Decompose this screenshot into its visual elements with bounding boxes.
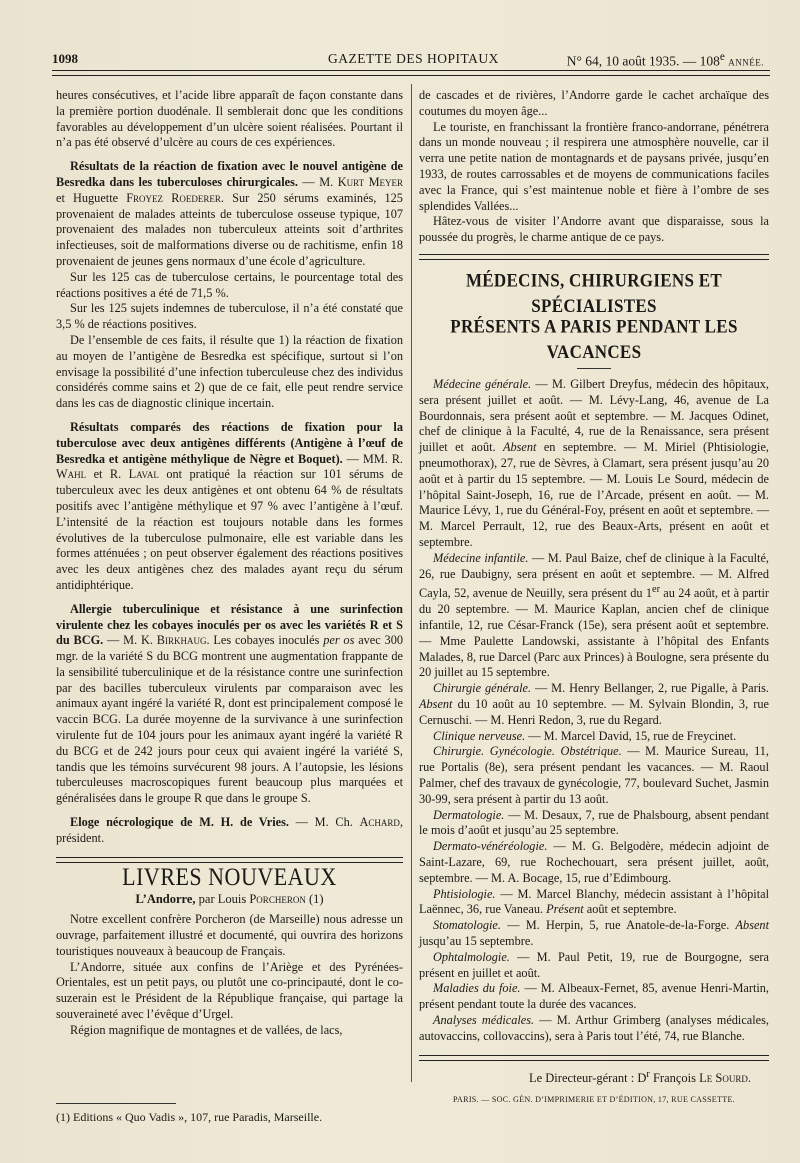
section-wahl-laval: Résultats comparés des réactions de fixation pour la tuberculose avec deux antigènes différents (Antigène à l’œuf de Besredka et antigène méthylique de Nègre et Boquet). — MM. R. Wahl et R. Laval ont pratiqué la réaction sur 101 sérums de tuberculeux avec les deux antigènes et ont obtenu 64 % de résultats positifs avec l’antigène méthylique et 97 % avec l’antigène à l’œuf. L’intensité de la réaction est toujours notable dans les formes évolutives de la tuberculose pulmonaire, elle est variable dans les formes atténuées ; on peut observer également des réactions positives avec les deux antigènes chez des malades ayant reçu du sérum antidiphtérique. [56,419,403,592]
printer-line: PARIS. — SOC. GÉN. D’IMPRIMERIE ET D’ÉDITION, 17, RUE CASSETTE. [453,1094,735,1105]
director-line: Le Directeur-gérant : $D^r$ François Le Sourd. [528,1068,751,1085]
entry-stomatologie: Stomatologie. — M. Herpin, 5, rue Anatole-de-la-Forge. Absent jusqu’au 15 septembre. [419,918,769,948]
entry-clinique-nerveuse: Clinique nerveuse. — M. Marcel David, 15, rue de Freycinet. [433,728,737,743]
entry-maladies-foie: Maladies du foie. — M. Albeaux-Fernet, 85, avenue Henri-Martin, présent pendant toute la durée des vacances. [419,981,769,1012]
page-header [52,48,772,70]
entry-dermatologie: Dermatologie. — M. Desaux, 7, rue de Phalsbourg, absent pendant le mois d’août et jusqu’au 25 septembre. [419,807,769,838]
section-rule [419,254,769,260]
entry-phtisiologie: Phtisiologie. — M. Marcel Blanchy, médecin assistant à l’hôpital Laënnec, 36, rue Vaneau. Présent août et septembre. [419,886,769,917]
entry-ophtalmologie: Ophtalmologie. — M. Paul Petit, 19, rue de Bourgogne, sera présent en juillet et août. [419,949,769,980]
page-number: 1098 [52,51,78,66]
paragraph: Région magnifique de montagnes et de vallées, de lacs, [70,1022,343,1037]
section-meyer: Résultats de la réaction de fixation avec le nouvel antigène de Besredka dans les tuberculoses chirurgicales. — M. Kurt Meyer et Huguette Froyez Roederer. Sur 250 sérums examinés, 125 provenaient de malades atteints de tuberculose osseuse typique, 107 provenaient des malades non tuberculeux atteints soit d’arthrites infectieuses, soit de malformations diverse ou de rachitisme, enfin 18 provenaient de jeunes gens normaux d’une école d’agriculture. [56,159,403,268]
paragraph: De l’ensemble de ces faits, il résulte que 1) la réaction de fixation au moyen de l’antigène de Besredka est spécifique, surtout si l’on envisage la possibilité d’une infection tuberculeuse chez des individus considérés comme sains et 2) que de ce fait, elle peut rendre service dans les cas de diagnostic clinique incertain. [56,332,403,411]
entry-dermato-venereologie: Dermato-vénéréologie. — M. G. Belgodère, médecin adjoint de Saint-Lazare, 69, rue Rochechouart, sera présent juillet, août, septembre. — M. A. Bocage, 15, rue d’Edimbourg. [419,839,769,885]
book-title-line: L’Andorre, par Louis Porcheron (1) [135,892,324,907]
paragraph: heures consécutives, et l’acide libre apparaît de façon constante dans la première portion duodénale. Il semblerait donc que les conditions favorables au développement d’un ulcère soient réalisées. Pourtant il n’a pas été observé d’ulcère au cours de ces expériences. [56,88,403,150]
paragraph: Sur les 125 sujets indemnes de tuberculose, il n’a été constaté que 3,5 % de réactions positives. [56,301,403,332]
issue-info: N° 64, 10 août 1935. — 108e ANNÉE. [566,51,764,69]
section-eloge: Eloge nécrologique de M. H. de Vries. — M. Ch. Achard, président. [56,815,404,845]
paragraph: Hâtez-vous de visiter l’Andorre avant que disparaisse, sous la poussée du progrès, le charme antique de ce pays. [419,214,769,245]
specialists-heading: MÉDECINS, CHIRURGIENS ET SPÉCIALISTES PRÉSENTS A PARIS PENDANT LES VACANCES [450,269,738,363]
entry-medecine-infantile: Médecine infantile. — M. Paul Baize, chef de clinique à la Faculté, 26, rue Daubigny, sera présent en août et septembre. — M. Alfred Cayla, 52, avenue de Neuilly, sera présent du 1er au 24 août, et à partir du 20 septembre. — M. Maurice Kaplan, ancien chef de clinique infantile, 12, rue César-Franck (15e), sera présent août et septembre. — Mme Paulette Landowski, assistante à l’hôpital des Enfants Malades, 8, rue Darcel (Parc aux Princes) à Boulogne, sera présente du 20 juillet au 15 septembre. [419,550,769,680]
entry-medecine-generale: Médecine générale. — M. Gilbert Dreyfus, médecin des hôpitaux, sera présent juillet et août. — M. Lévy-Lang, 46, avenue de La Bourdonnais, sera présent août et septembre. — M. Jacques Odinet, chef de clinique à la Faculté, 4, rue de la Renaissance, sera présent juillet et août. Absent en septembre. — M. Miriel (Phtisiologie, pneumothorax), 27, rue de Sèvres, à Clamart, sera présent jusqu’au 20 août et à partir du 15 septembre. — M. Louis Le Sourd, médecin de l’hôpital Saint-Joseph, 16, rue de l’Arcade, présent en août. — M. Maurice Lévy, 1, rue du Général-Foy, présent en août et septembre. — M. Marcel Perrault, 12, rue des Beaux-Arts, présent en août et septembre. [419,376,769,549]
entry-analyses-medicales: Analyses médicales. — M. Arthur Grimberg (analyses médicales, autovaccins, collovaccins), sera à Paris tout l’été, 74, rue Blanche. [419,1012,769,1043]
short-rule [577,368,611,369]
section-birkhaug: Allergie tuberculinique et résistance à une surinfection virulente chez les cobayes inoculés per os avec les variétés R et S du BCG. — M. K. Birkhaug. Les cobayes inoculés per os avec 300 mgr. de la variété S du BCG montrent une augmentation frappante de la sensibilité tuberculinique et de la résistance contre une surinfection par des bacilles tuberculeux virulents par comparaison avec les animaux ayant ingéré la variété R, dont est principalement composé le vaccin BCG. La durée moyenne de la survivance à une surinfection virulente fut de 104 jours pour les animaux ayant ingéré la variété R du BCG et de 242 jours pour ceux qui avaient ingéré la variété S, tandis que les témoins survécurent 98 jours. A l’autopsie, les lésions tuberculeuses macroscopiques furent beaucoup plus marquées et généralisées dans le groupe R que dans le groupe S. [56,601,403,806]
paragraph: Notre excellent confrère Porcheron (de Marseille) nous adresse un ouvrage, parfaitement illustré et documenté, qui ouvrira des horizons touristiques nouveaux à beaucoup de Français. [56,912,403,958]
paragraph: Sur les 125 cas de tuberculose certains, le pourcentage total des réactions positives a été de 71,5 %. [56,269,403,300]
header-rule [52,70,770,76]
footnote: (1) Editions « Quo Vadis », 107, rue Paradis, Marseille. [56,1110,323,1124]
entry-chirurgie-gyneco: Chirurgie. Gynécologie. Obstétrique. — M. Maurice Sureau, 11, rue Portalis (8e), sera présent pendant les vacances. — M. Raoul Palmer, chef des travaux de gynécologie, 77, boulevard Suchet, Jasmin 30-99, sera présent à partir du 13 août. [419,744,770,806]
right-column [419,88,769,1108]
paragraph: L’Andorre, située aux confins de l’Ariège et des Pyrénées-Orientales, est un petit pays, ou plutôt une co-principauté, dont le co-suzerain est le Président de la République française, qui partage la souveraineté avec l’évêque d’Urgel. [56,959,403,1022]
footnote-rule [56,1103,176,1104]
paragraph: de cascades et de rivières, l’Andorre garde le cachet archaïque des coutumes du moyen âge... [419,88,769,118]
paragraph: Le touriste, en franchissant la frontière franco-andorrane, pénétrera dans un monde nouveau ; il respirera une atmosphère nouvelle, car il verra une petite nation de montagnards et de paysans privée, jusqu’en 1933, de routes carrossables et de moyens de communications faciles avec la France, qui s’est maintenue noble et fière à l’ombre de ses splendides Vallées... [419,119,769,213]
left-column [56,88,403,1039]
column-divider [411,84,412,1082]
books-heading: LIVRES NOUVEAUX [122,861,337,891]
entry-chirurgie-generale: Chirurgie générale. — M. Henry Bellanger, 2, rue Pigalle, à Paris. Absent du 10 août au 10 septembre. — M. Sylvain Blondin, 3, rue Cernuschi. — M. Henri Redon, 3, rue du Regard. [419,681,769,727]
section-rule [419,1055,769,1061]
journal-title: GAZETTE DES HOPITAUX [328,51,499,66]
